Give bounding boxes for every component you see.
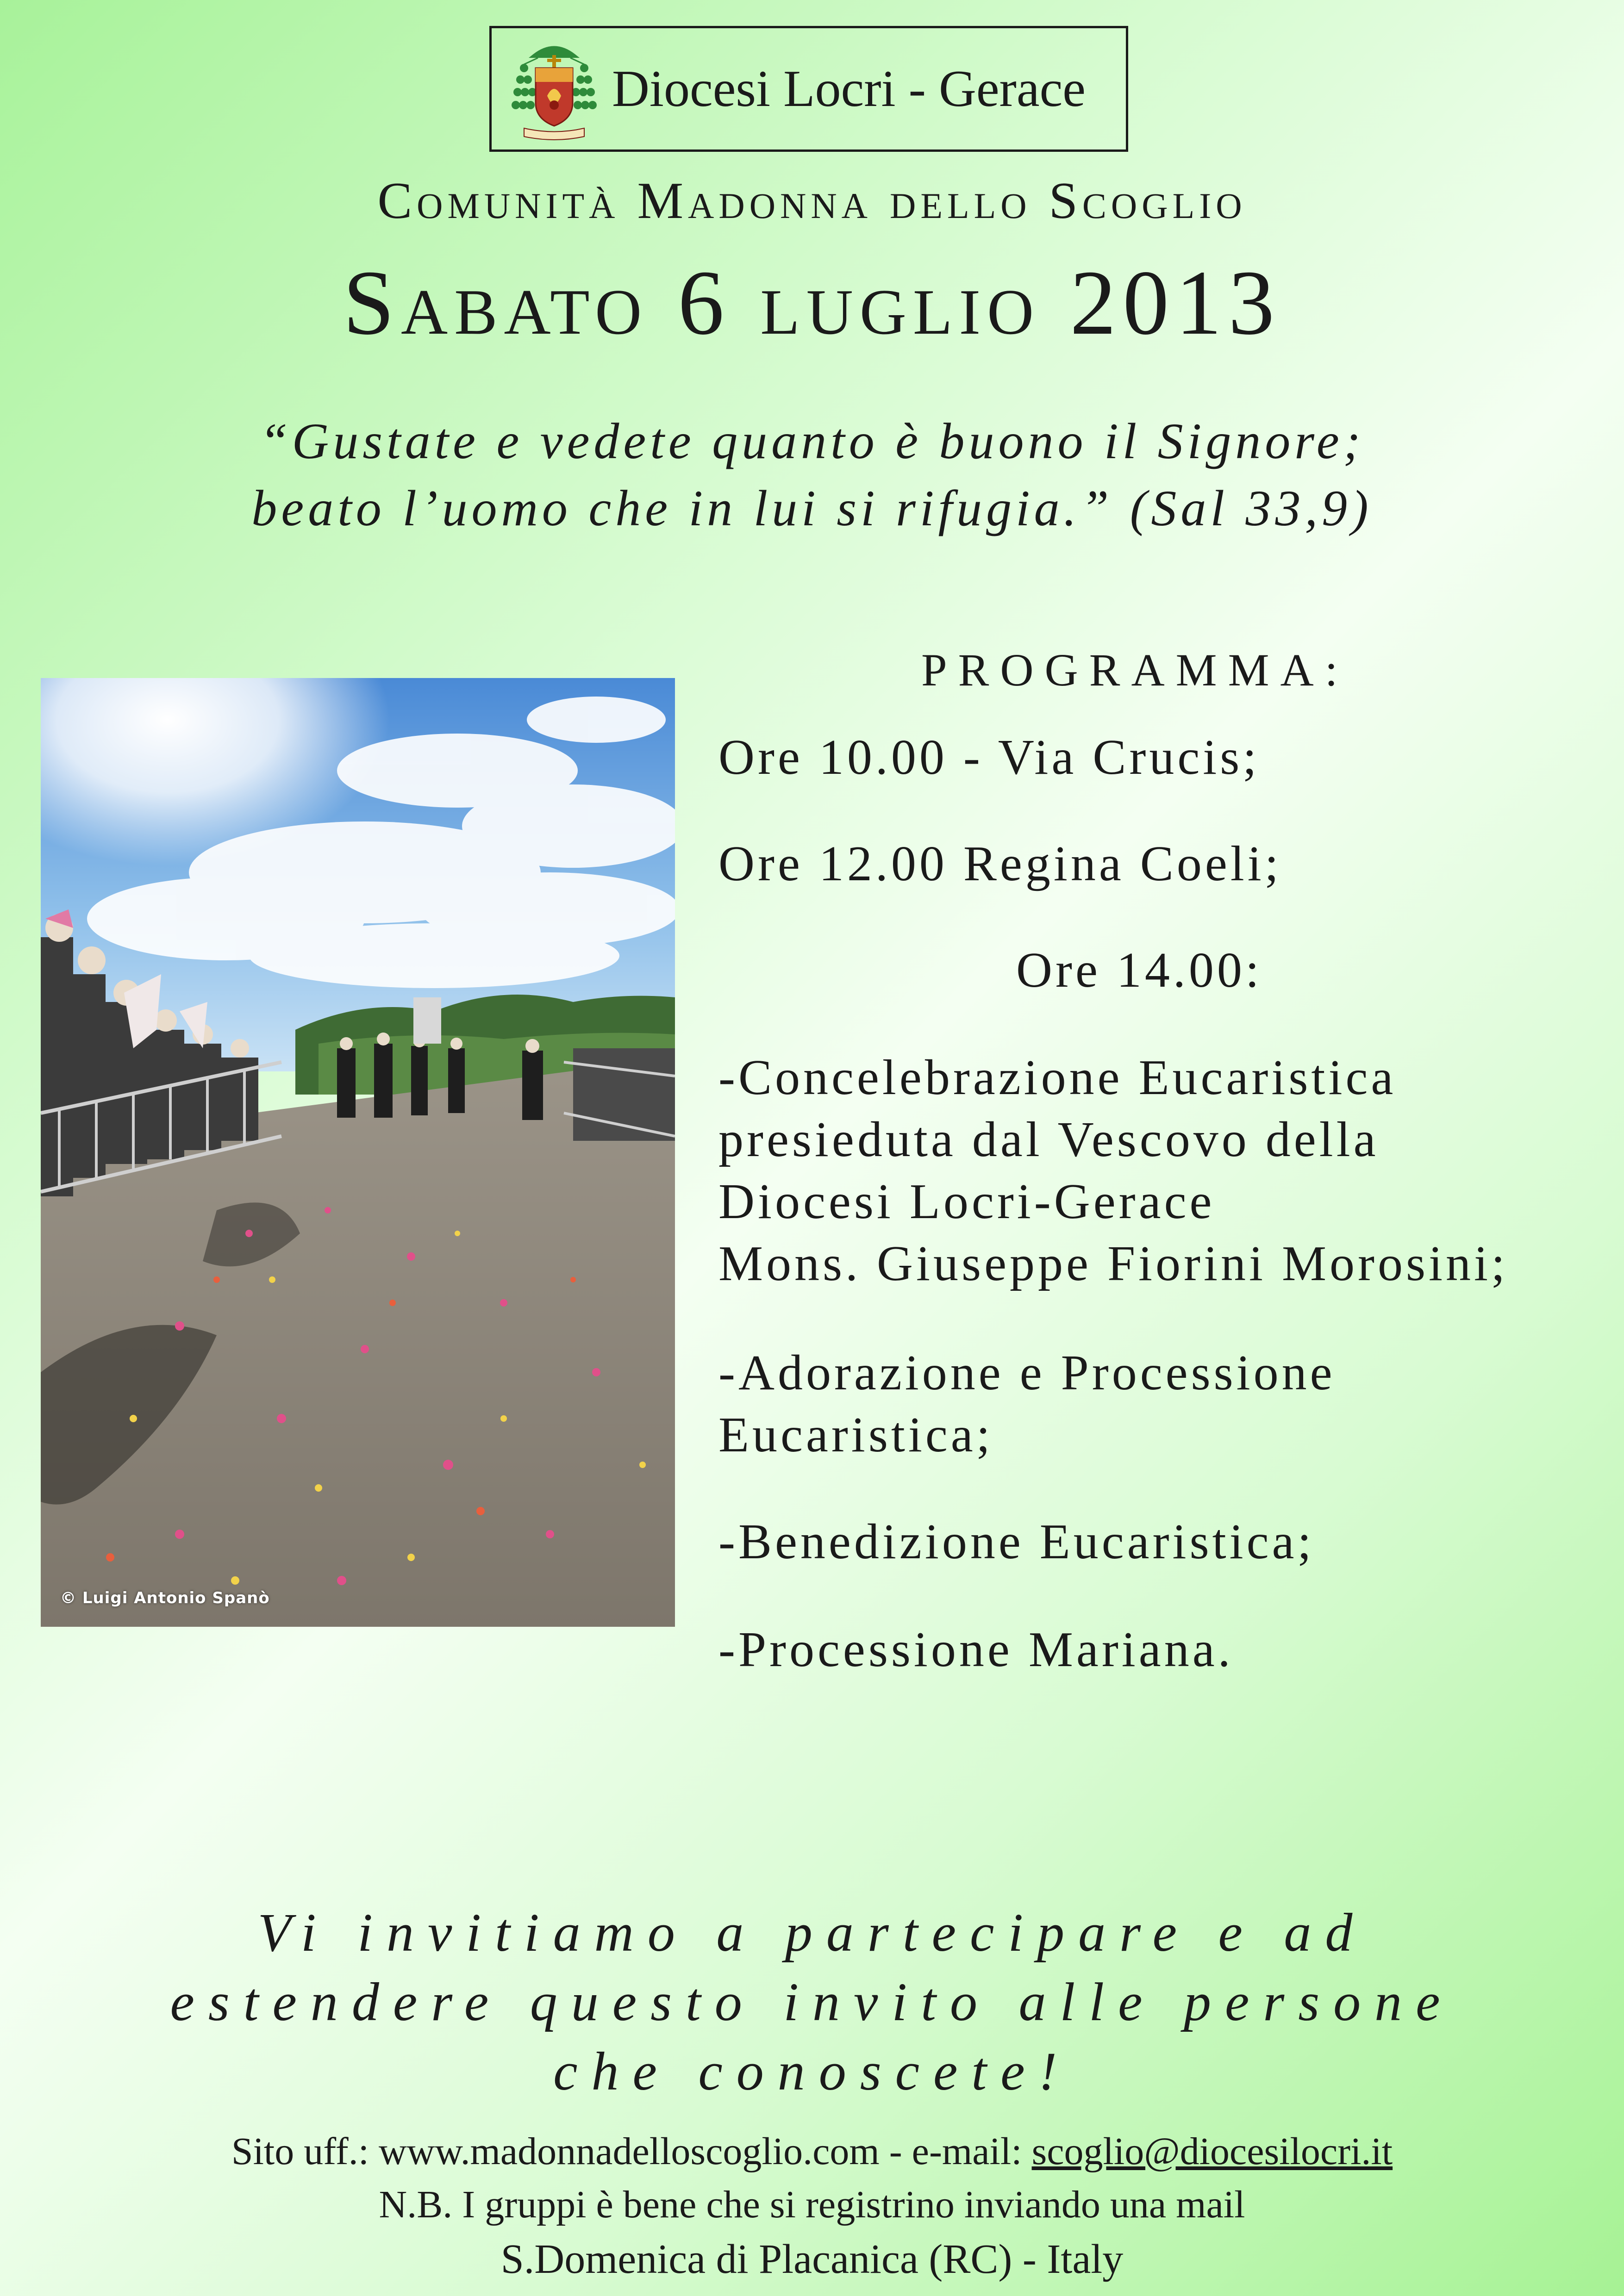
programme-item-line: Diocesi Locri-Gerace [718,1174,1215,1229]
procession-photo [41,678,675,1627]
email-link[interactable]: scoglio@diocesilocri.it [1031,2130,1393,2173]
diocese-name: Diocesi Locri - Gerace [612,60,1086,118]
programme-item: -Processione Mariana. [718,1622,1234,1677]
programme-item-line: Mons. Giuseppe Fiorini Morosini; [718,1236,1509,1291]
invitation-line-1: Vi invitiamo a partecipare e ad [257,1902,1367,1963]
event-date: Sabato 6 luglio 2013 [343,252,1281,354]
programme-item-line: Eucaristica; [718,1407,993,1462]
invitation-line-3: che conoscete! [553,2041,1071,2102]
photo-credit: © Luigi Antonio Spanò [60,1589,270,1607]
programme-item-line: -Concelebrazione Eucaristica [718,1050,1397,1105]
invitation-line-2: estendere questo invito alle persone [170,1972,1454,2032]
quote-line-1: “Gustate e vedete quanto è buono il Signore; [259,413,1365,469]
programme-item-line: presieduta dal Vescovo della [718,1112,1379,1167]
programme-item: Ore 14.00: [1016,943,1262,998]
diocese-logo-box [489,26,1128,152]
programme-item: Ore 10.00 - Via Crucis; [718,730,1260,785]
programme-item: -Benedizione Eucaristica; [718,1514,1315,1569]
diocese-crest-icon [510,36,598,142]
contact-line [0,2129,1624,2174]
quote-line-2: beato l’uomo che in lui si rifugia.” (Sal 33,9) [251,480,1373,536]
address: S.Domenica di Placanica (RC) - Italy [500,2236,1124,2282]
programme-item: Ore 12.00 Regina Coeli; [718,836,1282,891]
community-title: Comunità Madonna dello Scoglio [377,172,1247,230]
programme-item-line: -Adorazione e Processione [718,1345,1336,1400]
website-text: Sito uff.: www.madonnadelloscoglio.com - e-mail: [231,2130,1032,2173]
registration-note: N.B. I gruppi è bene che si registrino inviando una mail [379,2183,1245,2226]
programme-title: PROGRAMMA: [921,644,1349,696]
